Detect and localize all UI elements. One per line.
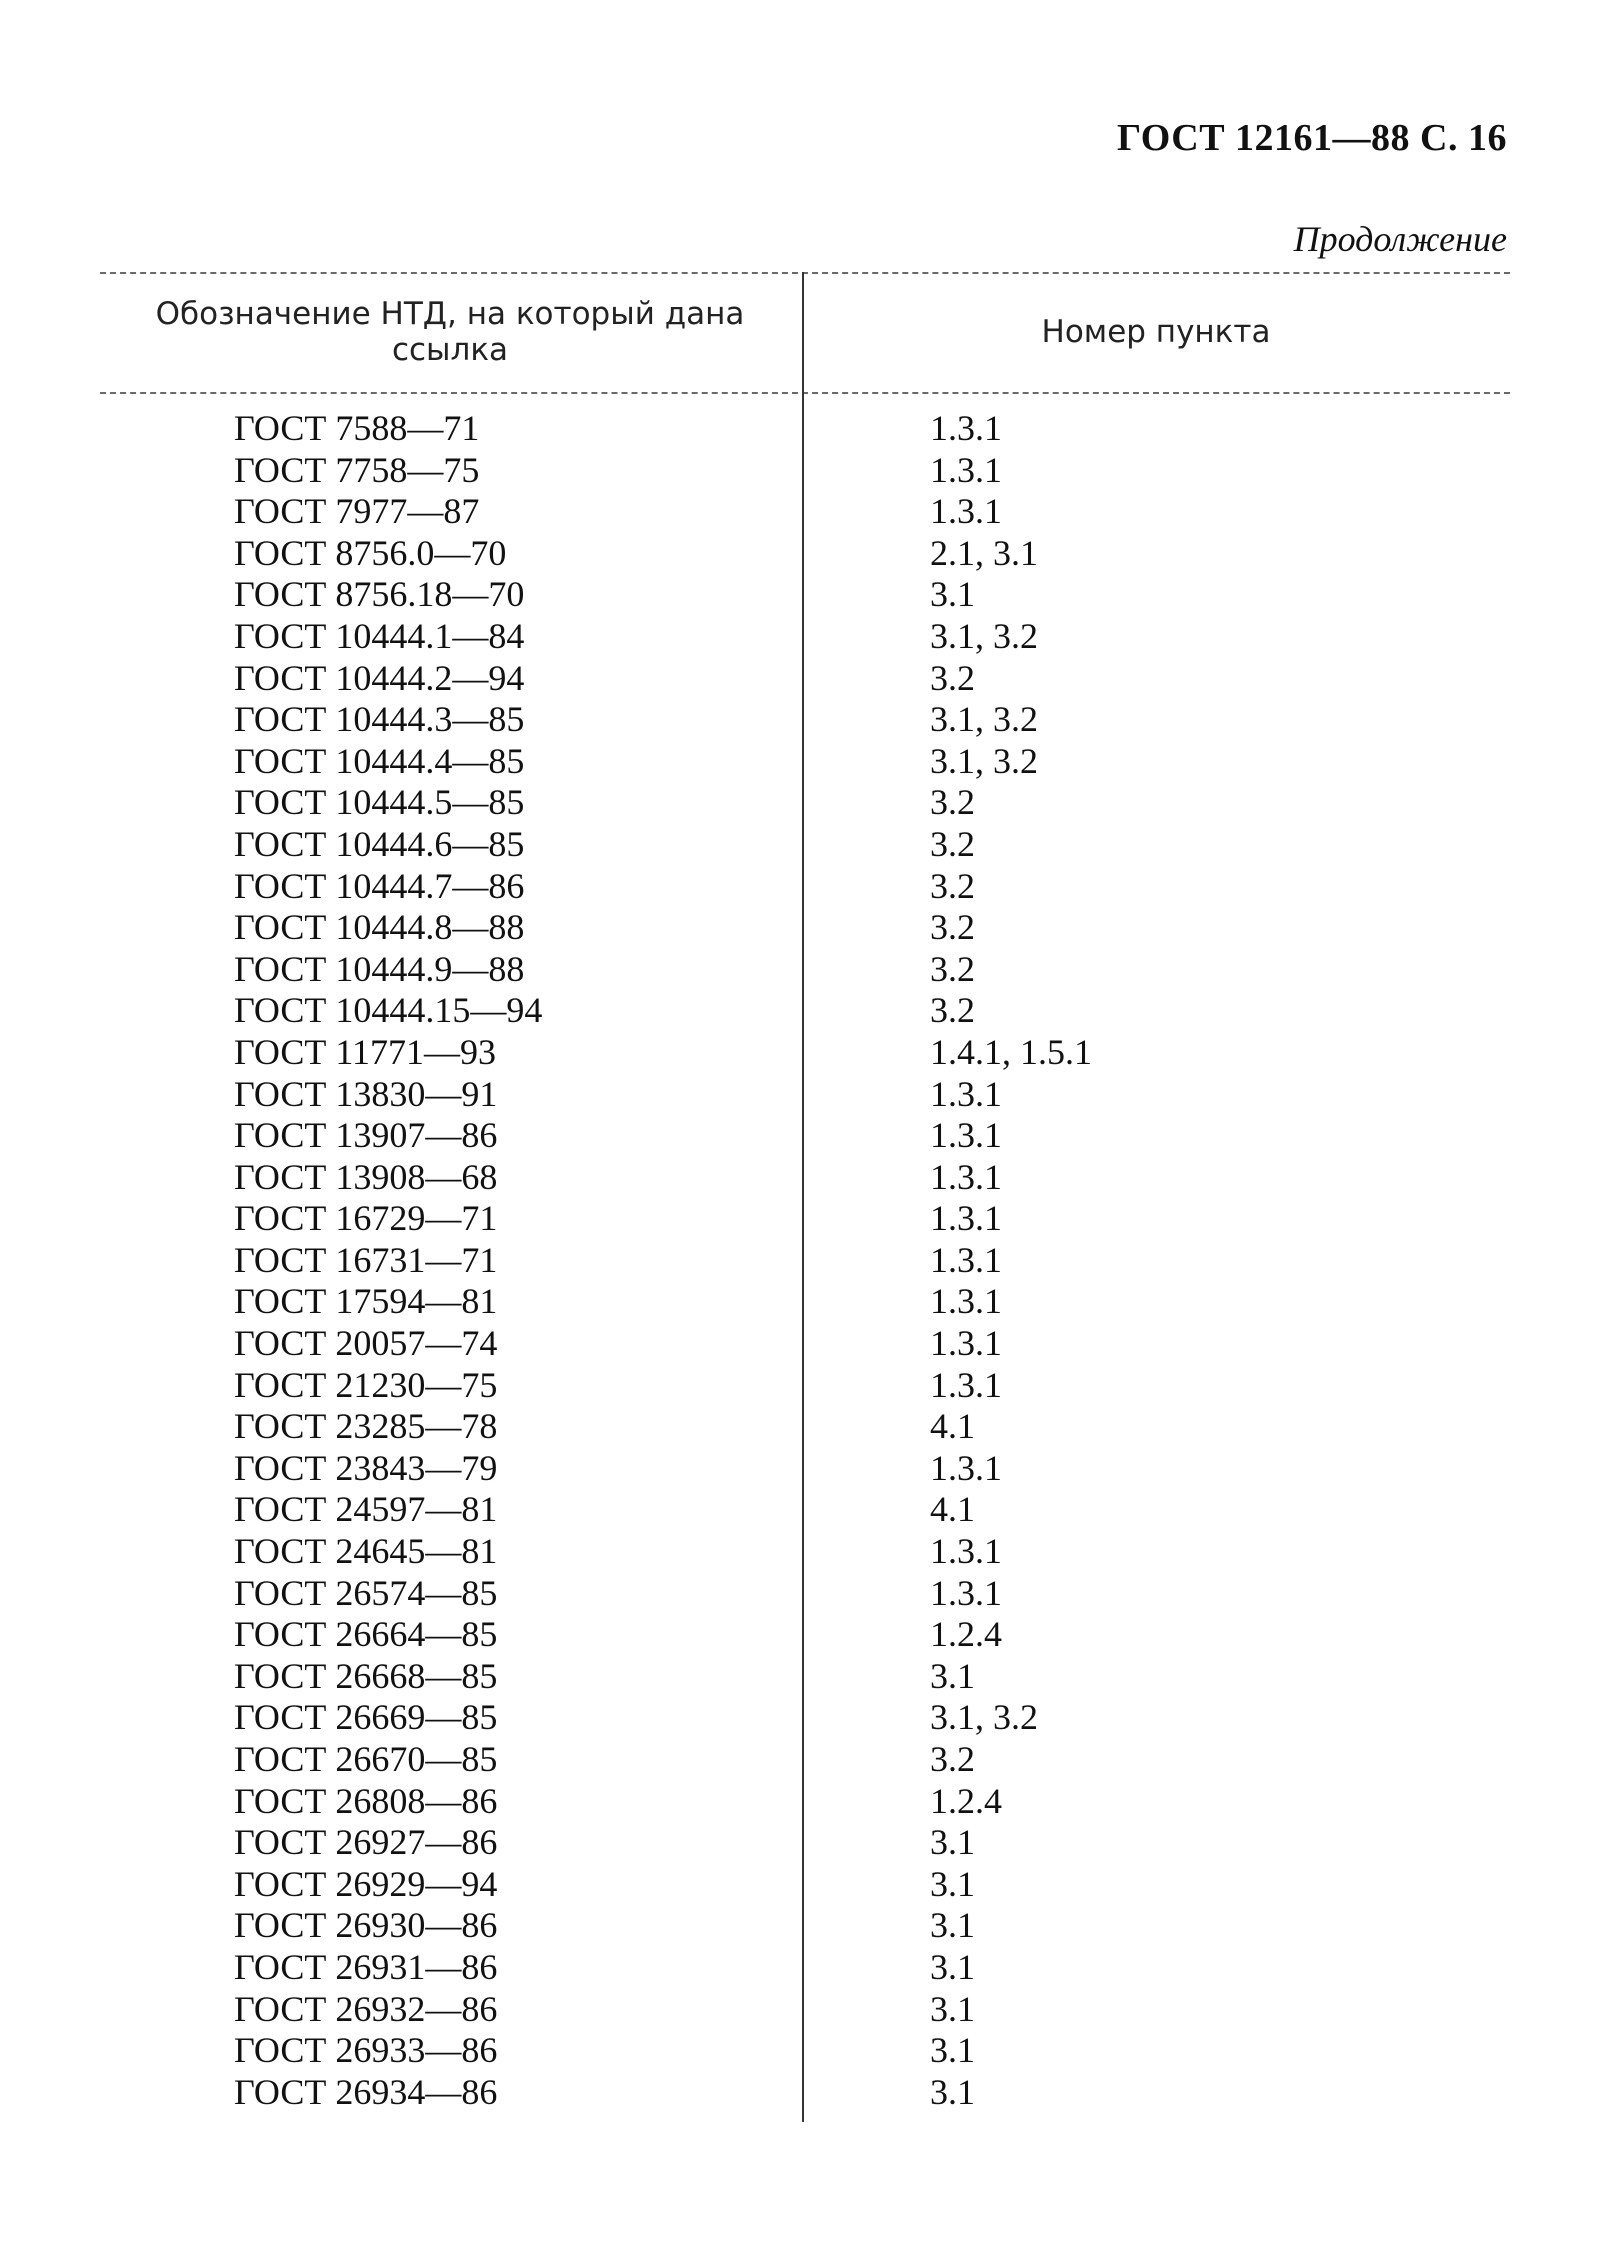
document-designation: ГОСТ 10444.6—85 [234,823,525,864]
table-row [100,1323,1510,1365]
clause-number: 1.3.1 [930,1115,1002,1156]
clause-number: 3.1 [930,1905,975,1946]
document-designation: ГОСТ 23843—79 [234,1447,498,1488]
table-row [100,2072,1510,2114]
table-row [100,1864,1510,1906]
clause-number: 3.2 [930,1739,975,1779]
clause-number: 3.1, 3.2 [930,1697,1038,1738]
document-designation: ГОСТ 26932—86 [234,1988,498,2029]
document-designation: ГОСТ 26670—85 [234,1739,498,1779]
table-row [100,1947,1510,1989]
clause-number: 3.1, 3.2 [930,699,1038,740]
clause-number: 3.2 [930,948,975,989]
document-designation: ГОСТ 26668—85 [234,1655,498,1696]
document-designation: ГОСТ 7588—71 [234,408,480,448]
clause-number: 3.1 [930,1655,975,1696]
document-designation: ГОСТ 10444.3—85 [234,699,525,740]
clause-number: 3.1 [930,2071,975,2112]
table-body [100,408,1510,2113]
table-row [100,949,1510,991]
document-designation: ГОСТ 10444.2—94 [234,657,525,698]
document-designation: ГОСТ 26933—86 [234,2030,498,2071]
clause-number: 3.1 [930,1946,975,1987]
table-row [100,1989,1510,2031]
table-row [100,658,1510,700]
table-row [100,1781,1510,1823]
page-header: ГОСТ 12161—88 С. 16 [1117,117,1507,159]
table-row [100,1614,1510,1656]
document-designation: ГОСТ 26574—85 [234,1572,498,1613]
document-designation: ГОСТ 23285—78 [234,1406,498,1447]
table-row [100,1406,1510,1448]
clause-number: 3.2 [930,782,975,823]
table-row [100,1697,1510,1739]
table-row [100,1531,1510,1573]
table-row [100,1489,1510,1531]
table-row [100,1032,1510,1074]
table-row [100,1905,1510,1947]
clause-number: 2.1, 3.1 [930,532,1038,573]
table-row [100,533,1510,575]
table-row [100,824,1510,866]
clause-number: 1.3.1 [930,1198,1002,1239]
table-row [100,574,1510,616]
document-designation: ГОСТ 24597—81 [234,1489,498,1530]
clause-number: 1.3.1 [930,1531,1002,1572]
document-designation: ГОСТ 20057—74 [234,1323,498,1364]
clause-number: 3.2 [930,990,975,1031]
document-designation: ГОСТ 10444.7—86 [234,865,525,906]
clause-number: 1.3.1 [930,1156,1002,1197]
column-header-document: Обозначение НТД, на который дана ссылка [155,296,745,368]
clause-number: 1.3.1 [930,1364,1002,1405]
clause-number: 1.4.1, 1.5.1 [930,1031,1092,1072]
clause-number: 4.1 [930,1406,975,1447]
table-row [100,1281,1510,1323]
table-row [100,782,1510,824]
clause-number: 3.1 [930,1822,975,1863]
table-row [100,866,1510,908]
table-row [100,1365,1510,1407]
document-designation: ГОСТ 21230—75 [234,1364,498,1405]
continuation-label: Продолжение [1293,219,1507,259]
document-designation: ГОСТ 24645—81 [234,1531,498,1572]
table-row [100,408,1510,450]
clause-number: 3.1 [930,1988,975,2029]
document-designation: ГОСТ 11771—93 [234,1031,497,1072]
clause-number: 4.1 [930,1489,975,1530]
document-designation: ГОСТ 10444.8—88 [234,907,525,948]
clause-number: 1.3.1 [930,491,1002,532]
clause-number: 3.1, 3.2 [930,615,1038,656]
clause-number: 1.3.1 [930,1073,1002,1114]
table-row [100,2030,1510,2072]
document-designation: ГОСТ 13908—68 [234,1156,498,1197]
document-designation: ГОСТ 10444.9—88 [234,948,525,989]
clause-number: 1.3.1 [930,1239,1002,1280]
table-row [100,907,1510,949]
table-row [100,1074,1510,1116]
document-designation: ГОСТ 8756.18—70 [234,574,525,615]
clause-number: 1.3.1 [930,1323,1002,1364]
column-header-clause: Номер пункта [1041,314,1271,350]
document-designation: ГОСТ 16731—71 [234,1239,498,1280]
clause-number: 3.2 [930,907,975,948]
table-row [100,1822,1510,1864]
clause-number: 1.3.1 [930,1447,1002,1488]
table-row [100,1157,1510,1199]
reference-table [100,272,1510,2122]
document-designation: ГОСТ 16729—71 [234,1198,498,1239]
document-designation: ГОСТ 7758—75 [234,449,480,490]
table-header-rule [100,392,1510,394]
clause-number: 3.2 [930,657,975,698]
clause-number: 1.2.4 [930,1614,1002,1655]
clause-number: 1.3.1 [930,1281,1002,1322]
table-row [100,450,1510,492]
table-row [100,491,1510,533]
document-designation: ГОСТ 8756.0—70 [234,532,507,573]
table-row [100,1739,1510,1781]
table-row [100,990,1510,1032]
table-row [100,699,1510,741]
document-designation: ГОСТ 26664—85 [234,1614,498,1655]
table-row [100,1448,1510,1490]
clause-number: 3.2 [930,823,975,864]
document-designation: ГОСТ 26934—86 [234,2071,498,2112]
document-designation: ГОСТ 10444.5—85 [234,782,525,823]
table-row [100,1198,1510,1240]
clause-number: 1.3.1 [930,408,1002,448]
table-row [100,741,1510,783]
document-designation: ГОСТ 13907—86 [234,1115,498,1156]
document-designation: ГОСТ 26808—86 [234,1780,498,1821]
document-designation: ГОСТ 26930—86 [234,1905,498,1946]
document-designation: ГОСТ 26669—85 [234,1697,498,1738]
document-designation: ГОСТ 13830—91 [234,1073,498,1114]
document-designation: ГОСТ 10444.4—85 [234,740,525,781]
clause-number: 3.1, 3.2 [930,740,1038,781]
table-row [100,1656,1510,1698]
clause-number: 3.2 [930,865,975,906]
clause-number: 1.2.4 [930,1780,1002,1821]
table-row [100,1573,1510,1615]
clause-number: 1.3.1 [930,449,1002,490]
table-row [100,1240,1510,1282]
clause-number: 1.3.1 [930,1572,1002,1613]
table-row [100,1115,1510,1157]
document-designation: ГОСТ 7977—87 [234,491,480,532]
clause-number: 3.1 [930,2030,975,2071]
document-designation: ГОСТ 10444.1—84 [234,615,525,656]
document-designation: ГОСТ 26927—86 [234,1822,498,1863]
document-designation: ГОСТ 26931—86 [234,1946,498,1987]
document-designation: ГОСТ 26929—94 [234,1863,498,1904]
document-designation: ГОСТ 17594—81 [234,1281,498,1322]
clause-number: 3.1 [930,1863,975,1904]
clause-number: 3.1 [930,574,975,615]
table-row [100,616,1510,658]
document-designation: ГОСТ 10444.15—94 [234,990,543,1031]
